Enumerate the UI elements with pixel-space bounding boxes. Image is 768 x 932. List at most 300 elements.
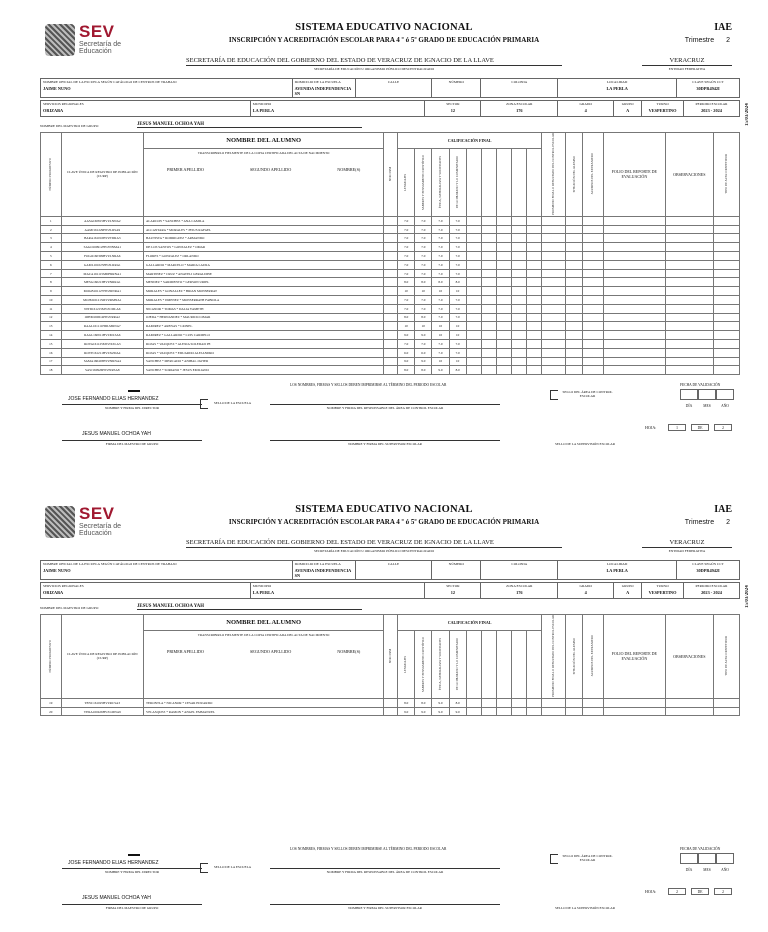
student-grade: 7.0 xyxy=(449,269,466,278)
hoja-label: HOJA: xyxy=(645,425,657,430)
student-row xyxy=(41,331,740,340)
student-grade: 7.0 xyxy=(415,252,432,261)
empty-cell xyxy=(481,698,496,707)
empty-cell xyxy=(481,260,496,269)
student-grade: 7.0 xyxy=(449,304,466,313)
empty-cell xyxy=(511,707,526,716)
empty-cell xyxy=(527,260,542,269)
empty-cell xyxy=(527,339,542,348)
student-grade: 7.0 xyxy=(432,225,449,234)
logo-text: SEV xyxy=(79,22,115,41)
maestro-value: JESUS MANUEL OCHOA YAH xyxy=(137,604,362,610)
empty-cell xyxy=(542,234,566,243)
student-grade: 7.0 xyxy=(398,339,415,348)
empty-cell xyxy=(583,698,604,707)
empty-cell xyxy=(603,357,665,366)
student-grade: 7.0 xyxy=(449,348,466,357)
empty-cell xyxy=(713,366,739,375)
student-curp: SAMA160403HVZNRNA4 xyxy=(61,357,143,366)
student-name: OJEDA * HERNANDEZ * MAURICIO OMAR xyxy=(144,313,384,322)
empty-cell xyxy=(665,278,713,287)
empty-cell xyxy=(713,260,739,269)
th-folio: FOLIO DEL REPORTE DE EVALUACIÓN xyxy=(603,133,665,217)
empty-cell xyxy=(713,296,739,305)
student-sexo xyxy=(384,260,398,269)
th-subj-3: ÉTICA, NATURALEZA Y SOCIEDADES xyxy=(432,149,449,216)
empty-cell xyxy=(583,296,604,305)
student-grade: 7.0 xyxy=(415,304,432,313)
student-sexo xyxy=(384,234,398,243)
dia-label: DÍA xyxy=(685,868,693,872)
sello-supervision: SELLO DE LA SUPERVISIÓN ESCOLAR xyxy=(554,442,615,446)
empty-cell xyxy=(566,260,583,269)
empty-cell xyxy=(566,339,583,348)
student-number: 4 xyxy=(41,243,62,252)
empty-cell xyxy=(496,348,511,357)
sello-escuela: SELLO DE LA ESCUELA xyxy=(213,401,252,405)
student-grade: 7.0 xyxy=(449,216,466,225)
empty-cell xyxy=(566,357,583,366)
empty-cell xyxy=(665,234,713,243)
empty-cell xyxy=(542,269,566,278)
hoja-de: DE xyxy=(691,424,709,431)
empty-cell xyxy=(583,348,604,357)
empty-cell xyxy=(481,304,496,313)
student-grade: 8.0 xyxy=(415,366,432,375)
student-row xyxy=(41,348,740,357)
empty-cell xyxy=(542,243,566,252)
student-grade: 8.0 xyxy=(415,278,432,287)
empty-cell xyxy=(665,260,713,269)
student-grade: 7.0 xyxy=(398,296,415,305)
empty-cell xyxy=(466,339,481,348)
student-grade: 7.0 xyxy=(449,296,466,305)
th-subj-2: SABERES Y PENSAMIENTO CIENTÍFICO xyxy=(415,631,432,698)
student-row xyxy=(41,260,740,269)
student-grade: 7.0 xyxy=(415,216,432,225)
th-numero: NÚMERO PROGRESIVO xyxy=(41,615,62,699)
student-grade: 7.0 xyxy=(415,269,432,278)
empty-cell xyxy=(466,225,481,234)
empty-cell xyxy=(583,243,604,252)
empty-cell xyxy=(511,216,526,225)
th-tipo: TIPO DE ALTA O REPETIDOR xyxy=(713,615,739,699)
student-grade: 9.0 xyxy=(398,357,415,366)
empty-cell xyxy=(481,252,496,261)
empty-cell xyxy=(481,269,496,278)
student-grade: 6.0 xyxy=(415,348,432,357)
th-nombre-alumno: NOMBRE DEL ALUMNO xyxy=(144,133,384,149)
empty-cell xyxy=(496,313,511,322)
student-grade: 8.0 xyxy=(398,366,415,375)
form-title: SISTEMA EDUCATIVO NACIONAL xyxy=(295,22,473,33)
student-name: ROJAS * VAZQUEZ * ALEXIA SOLEDAD PE xyxy=(144,339,384,348)
empty-cell xyxy=(466,366,481,375)
student-grade: 7.0 xyxy=(398,304,415,313)
student-row xyxy=(41,707,740,716)
th-folio: FOLIO DEL REPORTE DE EVALUACIÓN xyxy=(603,615,665,699)
empty-cell xyxy=(713,243,739,252)
th-subj-4: DE LO HUMANO Y LO COMUNITARIO xyxy=(449,631,466,698)
empty-cell xyxy=(527,304,542,313)
student-grade: 10 xyxy=(398,287,415,296)
student-grade: 8.0 xyxy=(449,698,466,707)
student-sexo xyxy=(384,243,398,252)
empty-cell xyxy=(713,707,739,716)
empty-cell xyxy=(665,269,713,278)
logo-subtext: Secretaría de Educación xyxy=(79,523,122,537)
student-grade: 9.0 xyxy=(415,331,432,340)
empty-cell xyxy=(665,707,713,716)
empty-cell xyxy=(481,348,496,357)
student-sexo xyxy=(384,339,398,348)
empty-cell xyxy=(583,357,604,366)
student-curp: BARA161010HVZTDRA3 xyxy=(61,234,143,243)
student-sexo xyxy=(384,357,398,366)
director-caption: NOMBRE Y FIRMA DEL DIRECTOR xyxy=(104,870,159,874)
empty-cell xyxy=(496,322,511,331)
student-number: 14 xyxy=(41,331,62,340)
empty-cell xyxy=(665,366,713,375)
empty-cell xyxy=(566,296,583,305)
student-curp: RAGL160911HVZMLSA6 xyxy=(61,331,143,340)
student-number: 5 xyxy=(41,252,62,261)
empty-cell xyxy=(603,269,665,278)
student-grade: 7.0 xyxy=(398,234,415,243)
empty-cell xyxy=(466,698,481,707)
student-name: MARTINEZ * CRUZ * ANAVELI GERALDINE xyxy=(144,269,384,278)
student-grade: 7.0 xyxy=(432,304,449,313)
empty-cell xyxy=(511,357,526,366)
domicilio-cell: DOMICILIO DE LA ESCUELA AVENIDA INDEPENDENCIA SN xyxy=(292,79,355,98)
empty-cell xyxy=(603,707,665,716)
empty-cell xyxy=(713,234,739,243)
maestro-label: NOMBRE DEL MAESTRO DE GRUPO xyxy=(40,606,99,610)
empty-cell xyxy=(542,339,566,348)
empty-cell xyxy=(481,296,496,305)
empty-cell xyxy=(665,322,713,331)
municipio-cell: MUNICIPIO LA PERLA xyxy=(250,583,425,599)
empty-cell xyxy=(665,357,713,366)
empty-cell xyxy=(527,348,542,357)
students-table xyxy=(40,132,740,375)
empty-cell xyxy=(542,225,566,234)
empty-cell xyxy=(665,216,713,225)
student-grade: 7.0 xyxy=(432,216,449,225)
empty-cell xyxy=(603,287,665,296)
student-grade: 7.0 xyxy=(398,225,415,234)
student-row xyxy=(41,339,740,348)
student-number: 10 xyxy=(41,296,62,305)
student-curp: VERA160426HVZLMNA9 xyxy=(61,707,143,716)
th-observaciones: OBSERVACIONES xyxy=(665,615,713,699)
empty-cell xyxy=(496,357,511,366)
student-number: 11 xyxy=(41,304,62,313)
empty-cell xyxy=(542,698,566,707)
empty-cell xyxy=(496,698,511,707)
student-sexo xyxy=(384,216,398,225)
school-name-cell: NOMBRE OFICIAL DE LA ESCUELA SEGÚN CATÁLOGO DE CENTROS DE TRABAJO JAIME NUNO xyxy=(41,79,293,98)
th-subj-2: SABERES Y PENSAMIENTO CIENTÍFICO xyxy=(415,149,432,216)
student-grade: 10 xyxy=(432,287,449,296)
empty-cell xyxy=(511,366,526,375)
th-calificacion-final: CALIFICACIÓN FINAL xyxy=(398,133,542,149)
localidad-cell: LOCALIDAD LA PERLA xyxy=(558,79,677,98)
grado-cell: GRADO 4 xyxy=(558,101,614,117)
empty-cell xyxy=(713,278,739,287)
empty-cell xyxy=(566,278,583,287)
student-name: MENDEZ * SARMIENTO * GERSON URIEL xyxy=(144,278,384,287)
student-grade: 10 xyxy=(415,322,432,331)
empty-cell xyxy=(603,366,665,375)
student-name: ROJAS * VAZQUEZ * EDUARDO ALEJANDRO xyxy=(144,348,384,357)
anio-label: AÑO xyxy=(721,868,729,872)
grupo-cell: GRUPO A xyxy=(614,101,642,117)
empty-cell xyxy=(566,304,583,313)
student-curp: ROVA161125MVZXZLA3 xyxy=(61,339,143,348)
turno-cell: TURNO VESPERTINO xyxy=(642,101,684,117)
student-grade: 10 xyxy=(432,357,449,366)
empty-cell xyxy=(566,269,583,278)
empty-cell xyxy=(542,366,566,375)
empty-cell xyxy=(603,313,665,322)
empty-cell xyxy=(466,313,481,322)
turno-cell: TURNO VESPERTINO xyxy=(642,583,684,599)
th-extranjero: ALUMNOS DEL EXTRANJERO xyxy=(583,133,604,217)
student-row xyxy=(41,216,740,225)
student-grade: 8.0 xyxy=(432,278,449,287)
empty-cell xyxy=(603,234,665,243)
students-tbody xyxy=(41,216,740,374)
th-situacion: SITUACIÓN DEL ALUMNO xyxy=(566,615,583,699)
empty-cell xyxy=(481,322,496,331)
th-curp: CLAVE ÚNICA DE REGISTRO DE POBLACIÓN (CURP) xyxy=(61,615,143,699)
student-grade: 10 xyxy=(449,357,466,366)
numero-cell: NÚMERO xyxy=(432,79,481,98)
th-observaciones: OBSERVACIONES xyxy=(665,133,713,217)
estado-caption: ENTIDAD FEDERATIVA xyxy=(668,67,706,71)
school-info-row-1 xyxy=(40,78,740,98)
student-name: VELASQUEZ * RAMON * ANGEL EMMANUEL xyxy=(144,707,384,716)
calle-cell: CALLE xyxy=(355,79,432,98)
empty-cell xyxy=(511,234,526,243)
student-row xyxy=(41,296,740,305)
student-name: MORALES * JIMENEZ * MONSERRATH FABIOLA xyxy=(144,296,384,305)
colonia-cell: COLONIA xyxy=(481,561,558,580)
empty-cell xyxy=(713,322,739,331)
empty-cell xyxy=(566,366,583,375)
empty-cell xyxy=(496,331,511,340)
student-curp: ROVE161211HVZXZDA4 xyxy=(61,348,143,357)
empty-cell xyxy=(603,348,665,357)
empty-cell xyxy=(603,698,665,707)
student-row xyxy=(41,698,740,707)
empty-cell xyxy=(496,287,511,296)
empty-cell xyxy=(481,707,496,716)
student-grade: 7.0 xyxy=(449,260,466,269)
student-grade: 9.0 xyxy=(398,331,415,340)
mes-label: MES xyxy=(703,868,711,872)
student-grade: 7.0 xyxy=(415,225,432,234)
student-sexo xyxy=(384,269,398,278)
cct-cell: CLAVE SEGÚN CCT 30DPR4942I xyxy=(677,561,740,580)
empty-cell xyxy=(603,225,665,234)
student-grade: 7.0 xyxy=(415,234,432,243)
empty-cell xyxy=(466,260,481,269)
student-grade: 7.0 xyxy=(432,296,449,305)
empty-cell xyxy=(527,313,542,322)
estado: VERACRUZ xyxy=(669,57,705,64)
student-grade: 8.0 xyxy=(415,698,432,707)
student-grade: 7.0 xyxy=(449,243,466,252)
empty-cell xyxy=(542,357,566,366)
supervisor-caption: NOMBRE Y FIRMA DEL SUPERVISOR ESCOLAR xyxy=(348,906,422,910)
empty-cell xyxy=(511,269,526,278)
students-table xyxy=(40,614,740,716)
student-grade: 7.0 xyxy=(398,260,415,269)
maestro-label: NOMBRE DEL MAESTRO DE GRUPO xyxy=(40,124,99,128)
empty-cell xyxy=(466,278,481,287)
form-title: SISTEMA EDUCATIVO NACIONAL xyxy=(295,504,473,515)
empty-cell xyxy=(481,313,496,322)
empty-cell xyxy=(566,331,583,340)
student-grade: 7.0 xyxy=(398,252,415,261)
empty-cell xyxy=(603,304,665,313)
student-row xyxy=(41,252,740,261)
student-name: ALCANTARA * MORALES * JESUS RAFAEL xyxy=(144,225,384,234)
empty-cell xyxy=(583,322,604,331)
empty-cell xyxy=(542,296,566,305)
empty-cell xyxy=(603,322,665,331)
student-sexo xyxy=(384,278,398,287)
empty-cell xyxy=(713,287,739,296)
student-sexo xyxy=(384,707,398,716)
empty-cell xyxy=(527,707,542,716)
student-number: 8 xyxy=(41,278,62,287)
student-sexo xyxy=(384,698,398,707)
student-row xyxy=(41,234,740,243)
student-curp: TENC161025HVZRCSA3 xyxy=(61,698,143,707)
student-number: 20 xyxy=(41,707,62,716)
grado-cell: GRADO 4 xyxy=(558,583,614,599)
empty-cell xyxy=(603,331,665,340)
dependencia: SECRETARÍA DE EDUCACIÓN DEL GOBIERNO DEL ESTADO DE VERACRUZ DE IGNACIO DE LA LLAVE xyxy=(186,57,494,64)
student-number: 1 xyxy=(41,216,62,225)
empty-cell xyxy=(542,216,566,225)
student-curp: SAGO160912HVZNNMA1 xyxy=(61,243,143,252)
student-number: 15 xyxy=(41,339,62,348)
empty-cell xyxy=(466,331,481,340)
student-grade: 7.0 xyxy=(398,269,415,278)
student-grade: 10 xyxy=(449,331,466,340)
empty-cell xyxy=(665,225,713,234)
empty-cell xyxy=(603,339,665,348)
sello-area: SELLO DEL ÁREA DE CONTROL ESCOLAR xyxy=(562,854,613,862)
th-apellidos: TRANSCRIBIRLO FIELMENTE DE LA COPIA CERTIFICADA DEL ACTA DE NACIMIENTO PRIMER APELLIDO SEGUNDO APELLIDO NOMBRE(S) xyxy=(144,149,384,216)
th-calificacion-final: CALIFICACIÓN FINAL xyxy=(398,615,542,631)
student-grade: 8.0 xyxy=(449,278,466,287)
empty-cell xyxy=(566,322,583,331)
director-name: JOSE FERNANDO ELIAS HERNANDEZ xyxy=(68,860,159,866)
form-page-2 xyxy=(0,482,768,932)
empty-cell xyxy=(527,216,542,225)
student-grade: 10 xyxy=(449,287,466,296)
empty-cell xyxy=(527,278,542,287)
dependencia: SECRETARÍA DE EDUCACIÓN DEL GOBIERNO DEL ESTADO DE VERACRUZ DE IGNACIO DE LA LLAVE xyxy=(186,539,494,546)
student-grade: 7.0 xyxy=(432,269,449,278)
empty-cell xyxy=(566,707,583,716)
empty-cell xyxy=(583,287,604,296)
colonia-cell: COLONIA xyxy=(481,79,558,98)
fecha-validacion-label: FECHA DE VALIDACIÓN xyxy=(680,383,721,387)
empty-cell xyxy=(603,252,665,261)
empty-cell xyxy=(466,252,481,261)
empty-cell xyxy=(713,225,739,234)
empty-cell xyxy=(466,357,481,366)
empty-cell xyxy=(511,287,526,296)
anio-label: AÑO xyxy=(721,404,729,408)
empty-cell xyxy=(713,269,739,278)
empty-cell xyxy=(527,322,542,331)
student-number: 7 xyxy=(41,269,62,278)
school-name-cell: NOMBRE OFICIAL DE LA ESCUELA SEGÚN CATÁLOGO DE CENTROS DE TRABAJO JAIME NUNO xyxy=(41,561,293,580)
empty-cell xyxy=(481,216,496,225)
student-grade: 7.0 xyxy=(415,260,432,269)
empty-cell xyxy=(527,366,542,375)
empty-cell xyxy=(566,243,583,252)
empty-cell xyxy=(511,313,526,322)
sello-supervision: SELLO DE LA SUPERVISIÓN ESCOLAR xyxy=(554,906,615,910)
empty-cell xyxy=(466,348,481,357)
empty-cell xyxy=(481,243,496,252)
school-info-row-2 xyxy=(40,100,740,117)
student-number: 17 xyxy=(41,357,62,366)
empty-cell xyxy=(566,698,583,707)
student-number: 3 xyxy=(41,234,62,243)
empty-cell xyxy=(481,278,496,287)
student-number: 19 xyxy=(41,698,62,707)
empty-cell xyxy=(603,278,665,287)
school-info-row-1 xyxy=(40,560,740,580)
student-grade: 10 xyxy=(415,287,432,296)
logo-text: SEV xyxy=(79,504,115,523)
student-grade: 8.0 xyxy=(398,313,415,322)
servicios-cell: SERVICIOS REGIONALES ORIZABA xyxy=(41,101,251,117)
student-row xyxy=(41,225,740,234)
th-subj-1: LENGUAJES xyxy=(398,631,415,698)
empty-cell xyxy=(511,331,526,340)
aviso: LOS NOMBRES, FIRMAS Y SELLOS DEBEN IMPRIMIRSE AL TÉRMINO DEL PERIODO ESCOLAR xyxy=(290,847,447,851)
student-name: RAMIREZ * GALLARDO * LUIS CARMELO xyxy=(144,331,384,340)
empty-cell xyxy=(466,304,481,313)
student-name: GALLARDO * MARCELO * MARIA LAURA xyxy=(144,260,384,269)
dependencia-caption: SECRETARÍA DE EDUCACIÓN U ORGANISMO PÚBLICO DESCENTRALIZADO xyxy=(313,67,435,71)
student-name: DE LOS SANTOS * GONZALEZ * OMAR xyxy=(144,243,384,252)
student-grade: 10 xyxy=(432,322,449,331)
empty-cell xyxy=(665,331,713,340)
responsable-caption: NOMBRE Y FIRMA DEL RESPONSABLE DEL ÁREA DE CONTROL ESCOLAR xyxy=(326,870,444,874)
student-row xyxy=(41,313,740,322)
student-grade: 9.0 xyxy=(432,698,449,707)
empty-cell xyxy=(566,348,583,357)
student-grade: 10 xyxy=(432,331,449,340)
maestro-value: JESUS MANUEL OCHOA YAH xyxy=(137,122,362,128)
student-curp: FOGO160309HVZLNRA6 xyxy=(61,252,143,261)
empty-cell xyxy=(481,234,496,243)
empty-cell xyxy=(603,216,665,225)
student-row xyxy=(41,243,740,252)
student-grade: 7.0 xyxy=(449,252,466,261)
